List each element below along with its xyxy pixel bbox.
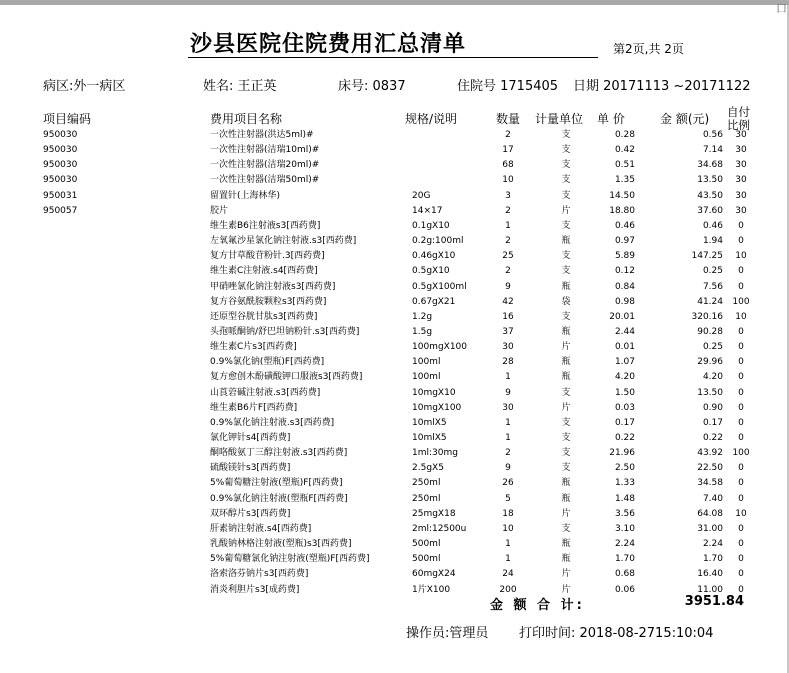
column-header-price: 单 价 — [597, 112, 625, 126]
item-amount: 0.46 — [702, 221, 723, 231]
item-unit: 瓶 — [561, 494, 571, 504]
item-amount: 43.50 — [697, 191, 723, 201]
item-unit: 支 — [561, 266, 571, 276]
item-unit: 片 — [561, 206, 571, 216]
item-ratio: 10 — [735, 312, 747, 322]
item-spec: 10mgX100 — [412, 403, 462, 413]
item-unit: 支 — [561, 312, 571, 322]
item-price: 0.46 — [614, 221, 635, 231]
print-time: 打印时间: 2018-08-2715:10:04 — [519, 626, 714, 641]
item-price: 1.48 — [614, 494, 635, 504]
item-qty: 2 — [505, 130, 511, 140]
item-qty: 2 — [505, 206, 511, 216]
item-ratio: 0 — [738, 388, 744, 398]
item-name: 头孢哌酮钠/舒巴坦钠粉针.s3[西药费] — [210, 327, 360, 337]
item-amount: 0.25 — [702, 266, 723, 276]
item-ratio: 0 — [738, 478, 744, 488]
item-unit: 支 — [561, 524, 571, 534]
item-spec: 14×17 — [412, 206, 443, 216]
item-unit: 支 — [561, 160, 571, 170]
item-qty: 9 — [505, 282, 511, 292]
item-amount: 11.00 — [697, 585, 723, 595]
item-price: 4.20 — [614, 372, 635, 382]
item-unit: 片 — [561, 342, 571, 352]
item-ratio: 0 — [738, 266, 744, 276]
item-unit: 瓶 — [561, 372, 571, 382]
item-qty: 26 — [502, 478, 514, 488]
item-name: 5%葡萄糖注射液(塑瓶)F[西药费] — [210, 478, 343, 488]
item-amount: 43.92 — [697, 448, 723, 458]
item-name: 乳酸钠林格注射液(塑瓶)s3[西药费] — [210, 539, 352, 549]
item-name: 一次性注射器(洁瑞20ml)# — [210, 160, 320, 170]
item-ratio: 0 — [738, 282, 744, 292]
item-code: 950030 — [43, 160, 78, 170]
item-name: 维生素B6片F[西药费] — [210, 403, 298, 413]
item-ratio: 0 — [738, 433, 744, 443]
item-spec: 2ml:12500u — [412, 524, 467, 534]
item-spec: 250ml — [412, 478, 441, 488]
item-spec: 0.5gX100ml — [412, 282, 467, 292]
item-ratio: 0 — [738, 221, 744, 231]
item-name: 氯化钾针s4[西药费] — [210, 433, 291, 443]
item-unit: 支 — [561, 418, 571, 428]
item-qty: 24 — [502, 569, 514, 579]
admission-number: 住院号 1715405 — [457, 79, 559, 94]
ward-info: 病区:外一病区 — [43, 79, 126, 94]
item-spec: 0.67gX21 — [412, 297, 456, 307]
item-unit: 支 — [561, 433, 571, 443]
item-unit: 瓶 — [561, 539, 571, 549]
column-header-spec: 规格/说明 — [405, 112, 458, 126]
item-price: 0.03 — [614, 403, 635, 413]
item-ratio: 0 — [738, 418, 744, 428]
item-spec: 0.1gX10 — [412, 221, 450, 231]
item-qty: 68 — [502, 160, 514, 170]
item-spec: 500ml — [412, 554, 441, 564]
item-spec: 0.46gX10 — [412, 251, 456, 261]
item-amount: 0.22 — [702, 433, 723, 443]
item-unit: 瓶 — [561, 327, 571, 337]
item-price: 2.24 — [614, 539, 635, 549]
item-amount: 34.68 — [697, 160, 723, 170]
item-name: 消炎利胆片s3[成药费] — [210, 585, 300, 595]
item-qty: 16 — [502, 312, 514, 322]
item-price: 0.51 — [614, 160, 635, 170]
item-amount: 29.96 — [697, 357, 723, 367]
item-price: 0.98 — [614, 297, 635, 307]
bed-number: 床号: 0837 — [338, 79, 406, 94]
item-amount: 320.16 — [691, 312, 723, 322]
item-price: 3.56 — [614, 509, 635, 519]
item-spec: 1片X100 — [412, 585, 451, 595]
item-amount: 1.94 — [702, 236, 723, 246]
column-header-name: 费用项目名称 — [210, 112, 283, 126]
item-ratio: 100 — [732, 297, 750, 307]
item-name: 硫酸镁针s3[西药费] — [210, 463, 291, 473]
item-unit: 支 — [561, 388, 571, 398]
item-unit: 支 — [561, 145, 571, 155]
item-unit: 瓶 — [561, 236, 571, 246]
item-name: 留置针(上海林华) — [210, 191, 281, 201]
item-unit: 支 — [561, 221, 571, 231]
item-unit: 片 — [561, 585, 571, 595]
total-value: 3951.84 — [684, 594, 744, 609]
item-price: 1.50 — [614, 388, 635, 398]
item-qty: 10 — [502, 175, 514, 185]
item-ratio: 10 — [735, 251, 747, 261]
item-code: 950057 — [43, 206, 78, 216]
item-name: 复方甘草酸苷粉针.3[西药费] — [210, 251, 325, 261]
item-qty: 10 — [502, 524, 514, 534]
item-spec: 2.5gX5 — [412, 463, 444, 473]
item-price: 0.42 — [614, 145, 635, 155]
item-unit: 支 — [561, 191, 571, 201]
item-name: 5%葡萄糖氯化钠注射液(塑瓶)F[西药费] — [210, 554, 370, 564]
item-unit: 支 — [561, 130, 571, 140]
item-qty: 2 — [505, 266, 511, 276]
item-qty: 18 — [502, 509, 514, 519]
item-price: 0.97 — [614, 236, 635, 246]
item-code: 950031 — [43, 191, 78, 201]
item-price: 2.50 — [614, 463, 635, 473]
item-price: 2.44 — [614, 327, 635, 337]
item-ratio: 30 — [735, 175, 747, 185]
item-spec: 60mgX24 — [412, 569, 456, 579]
item-spec: 100mgX100 — [412, 342, 468, 352]
item-name: 维生素C注射液.s4[西药费] — [210, 266, 318, 276]
item-qty: 1 — [505, 433, 511, 443]
item-ratio: 30 — [735, 130, 747, 140]
item-qty: 9 — [505, 463, 511, 473]
item-unit: 瓶 — [561, 554, 571, 564]
item-price: 0.22 — [614, 433, 635, 443]
item-amount: 22.50 — [697, 463, 723, 473]
item-qty: 37 — [502, 327, 514, 337]
item-name: 酮咯酸氨丁三醇注射液.s3[西药费] — [210, 448, 348, 458]
item-name: 左氧氟沙星氯化钠注射液.s3[西药费] — [210, 236, 357, 246]
column-header-unit: 计量单位 — [535, 112, 584, 126]
item-unit: 片 — [561, 509, 571, 519]
item-spec: 1.2g — [412, 312, 433, 322]
item-amount: 34.58 — [697, 478, 723, 488]
item-qty: 17 — [502, 145, 514, 155]
item-ratio: 0 — [738, 585, 744, 595]
item-name: 一次性注射器(洁瑞50ml)# — [210, 175, 320, 185]
item-price: 0.28 — [614, 130, 635, 140]
item-price: 3.10 — [614, 524, 635, 534]
item-name: 甲硝唑氯化钠注射液s3[西药费] — [210, 282, 336, 292]
item-price: 1.70 — [614, 554, 635, 564]
item-spec: 25mgX18 — [412, 509, 456, 519]
item-ratio: 0 — [738, 494, 744, 504]
item-qty: 30 — [502, 403, 514, 413]
item-name: 胶片 — [210, 206, 229, 216]
item-ratio: 30 — [735, 145, 747, 155]
item-amount: 2.24 — [702, 539, 723, 549]
item-spec: 20G — [412, 191, 431, 201]
item-qty: 28 — [502, 357, 514, 367]
item-ratio: 100 — [732, 448, 750, 458]
item-ratio: 0 — [738, 357, 744, 367]
item-spec: 100ml — [412, 372, 441, 382]
item-amount: 7.56 — [702, 282, 723, 292]
item-amount: 13.50 — [697, 388, 723, 398]
item-price: 14.50 — [609, 191, 635, 201]
item-spec: 0.5gX10 — [412, 266, 450, 276]
item-price: 21.96 — [609, 448, 635, 458]
item-name: 洛索洛芬钠片s3[西药费] — [210, 569, 309, 579]
total-label: 金 额 合 计: — [490, 598, 585, 613]
operator-info: 操作员:管理员 — [406, 626, 489, 641]
item-ratio: 0 — [738, 524, 744, 534]
item-amount: 0.90 — [702, 403, 723, 413]
column-header-amount: 金 额(元) — [660, 112, 710, 126]
item-price: 0.01 — [614, 342, 635, 352]
item-code: 950030 — [43, 145, 78, 155]
item-qty: 25 — [502, 251, 514, 261]
item-amount: 4.20 — [702, 372, 723, 382]
item-ratio: 30 — [735, 206, 747, 216]
item-qty: 30 — [502, 342, 514, 352]
item-amount: 7.14 — [702, 145, 723, 155]
item-qty: 1 — [505, 554, 511, 564]
item-code: 950030 — [43, 175, 78, 185]
item-name: 维生素B6注射液s3[西药费] — [210, 221, 321, 231]
item-name: 复方愈创木酚磺酸钾口服液s3[西药费] — [210, 372, 363, 382]
item-name: 维生素C片s3[西药费] — [210, 342, 297, 352]
item-ratio: 0 — [738, 403, 744, 413]
item-name: 0.9%氯化钠注射液.s3[西药费] — [210, 418, 335, 428]
item-unit: 瓶 — [561, 282, 571, 292]
item-price: 0.17 — [614, 418, 635, 428]
item-qty: 42 — [502, 297, 514, 307]
item-price: 0.12 — [614, 266, 635, 276]
item-amount: 7.40 — [702, 494, 723, 504]
item-spec: 500ml — [412, 539, 441, 549]
item-unit: 袋 — [561, 297, 571, 307]
item-spec: 0.2g:100ml — [412, 236, 464, 246]
item-name: 肝素钠注射液.s4[西药费] — [210, 524, 312, 534]
item-amount: 64.08 — [697, 509, 723, 519]
item-amount: 147.25 — [691, 251, 723, 261]
report-title: 沙县医院住院费用汇总清单 — [190, 31, 467, 57]
item-price: 1.07 — [614, 357, 635, 367]
item-spec: 10mlX5 — [412, 433, 447, 443]
item-name: 一次性注射器(洪达5ml)# — [210, 130, 314, 140]
item-ratio: 0 — [738, 569, 744, 579]
item-price: 0.68 — [614, 569, 635, 579]
item-unit: 支 — [561, 448, 571, 458]
item-amount: 16.40 — [697, 569, 723, 579]
item-price: 20.01 — [609, 312, 635, 322]
item-ratio: 0 — [738, 463, 744, 473]
item-price: 0.84 — [614, 282, 635, 292]
item-name: 0.9%氯化钠(塑瓶)F[西药费] — [210, 357, 325, 367]
item-ratio: 30 — [735, 191, 747, 201]
item-price: 1.33 — [614, 478, 635, 488]
column-header-qty: 数量 — [496, 112, 521, 126]
item-amount: 0.25 — [702, 342, 723, 352]
item-unit: 支 — [561, 251, 571, 261]
item-unit: 片 — [561, 569, 571, 579]
item-ratio: 0 — [738, 327, 744, 337]
item-qty: 1 — [505, 221, 511, 231]
item-amount: 0.17 — [702, 418, 723, 428]
page-info: 第2页,共 2页 — [613, 42, 684, 56]
column-header-ratio-line2: 比例 — [727, 118, 750, 132]
item-amount: 13.50 — [697, 175, 723, 185]
item-price: 5.89 — [614, 251, 635, 261]
item-qty: 1 — [505, 539, 511, 549]
item-qty: 1 — [505, 372, 511, 382]
item-name: 复方谷氨酰胺颗粒s3[西药费] — [210, 297, 327, 307]
item-amount: 41.24 — [697, 297, 723, 307]
item-price: 0.06 — [614, 585, 635, 595]
item-name: 0.9%氯化钠注射液(塑瓶F[西药费] — [210, 494, 348, 504]
column-header-code: 项目编码 — [43, 112, 92, 126]
item-qty: 200 — [499, 585, 517, 595]
item-ratio: 30 — [735, 160, 747, 170]
item-ratio: 0 — [738, 372, 744, 382]
item-spec: 1.5g — [412, 327, 433, 337]
item-name: 山莨菪碱注射液.s3[西药费] — [210, 388, 321, 398]
item-ratio: 0 — [738, 342, 744, 352]
item-name: 双环醇片s3[西药费] — [210, 509, 291, 519]
item-qty: 3 — [505, 191, 511, 201]
corner-mark: 口 — [776, 2, 787, 15]
column-header-ratio-line1: 自付 — [727, 105, 750, 119]
item-amount: 0.56 — [702, 130, 723, 140]
item-amount: 31.00 — [697, 524, 723, 534]
item-qty: 5 — [505, 494, 511, 504]
item-ratio: 0 — [738, 236, 744, 246]
item-price: 1.35 — [614, 175, 635, 185]
item-amount: 37.60 — [697, 206, 723, 216]
item-spec: 10mlX5 — [412, 418, 447, 428]
item-spec: 1ml:30mg — [412, 448, 458, 458]
item-ratio: 0 — [738, 539, 744, 549]
item-price: 18.80 — [609, 206, 635, 216]
item-unit: 瓶 — [561, 357, 571, 367]
item-spec: 10mgX10 — [412, 388, 456, 398]
item-unit: 片 — [561, 403, 571, 413]
item-qty: 2 — [505, 236, 511, 246]
item-ratio: 10 — [735, 509, 747, 519]
item-spec: 250ml — [412, 494, 441, 504]
item-unit: 支 — [561, 463, 571, 473]
item-amount: 1.70 — [702, 554, 723, 564]
item-spec: 100ml — [412, 357, 441, 367]
item-unit: 瓶 — [561, 478, 571, 488]
item-code: 950030 — [43, 130, 78, 140]
item-qty: 2 — [505, 448, 511, 458]
item-qty: 1 — [505, 418, 511, 428]
patient-name: 姓名: 王正英 — [203, 79, 277, 94]
item-name: 一次性注射器(洁瑞10ml)# — [210, 145, 320, 155]
item-qty: 9 — [505, 388, 511, 398]
item-name: 还原型谷胱甘肽s3[西药费] — [210, 312, 318, 322]
item-amount: 90.28 — [697, 327, 723, 337]
item-unit: 支 — [561, 175, 571, 185]
item-ratio: 0 — [738, 554, 744, 564]
date-range: 日期 20171113 ~20171122 — [573, 79, 751, 94]
